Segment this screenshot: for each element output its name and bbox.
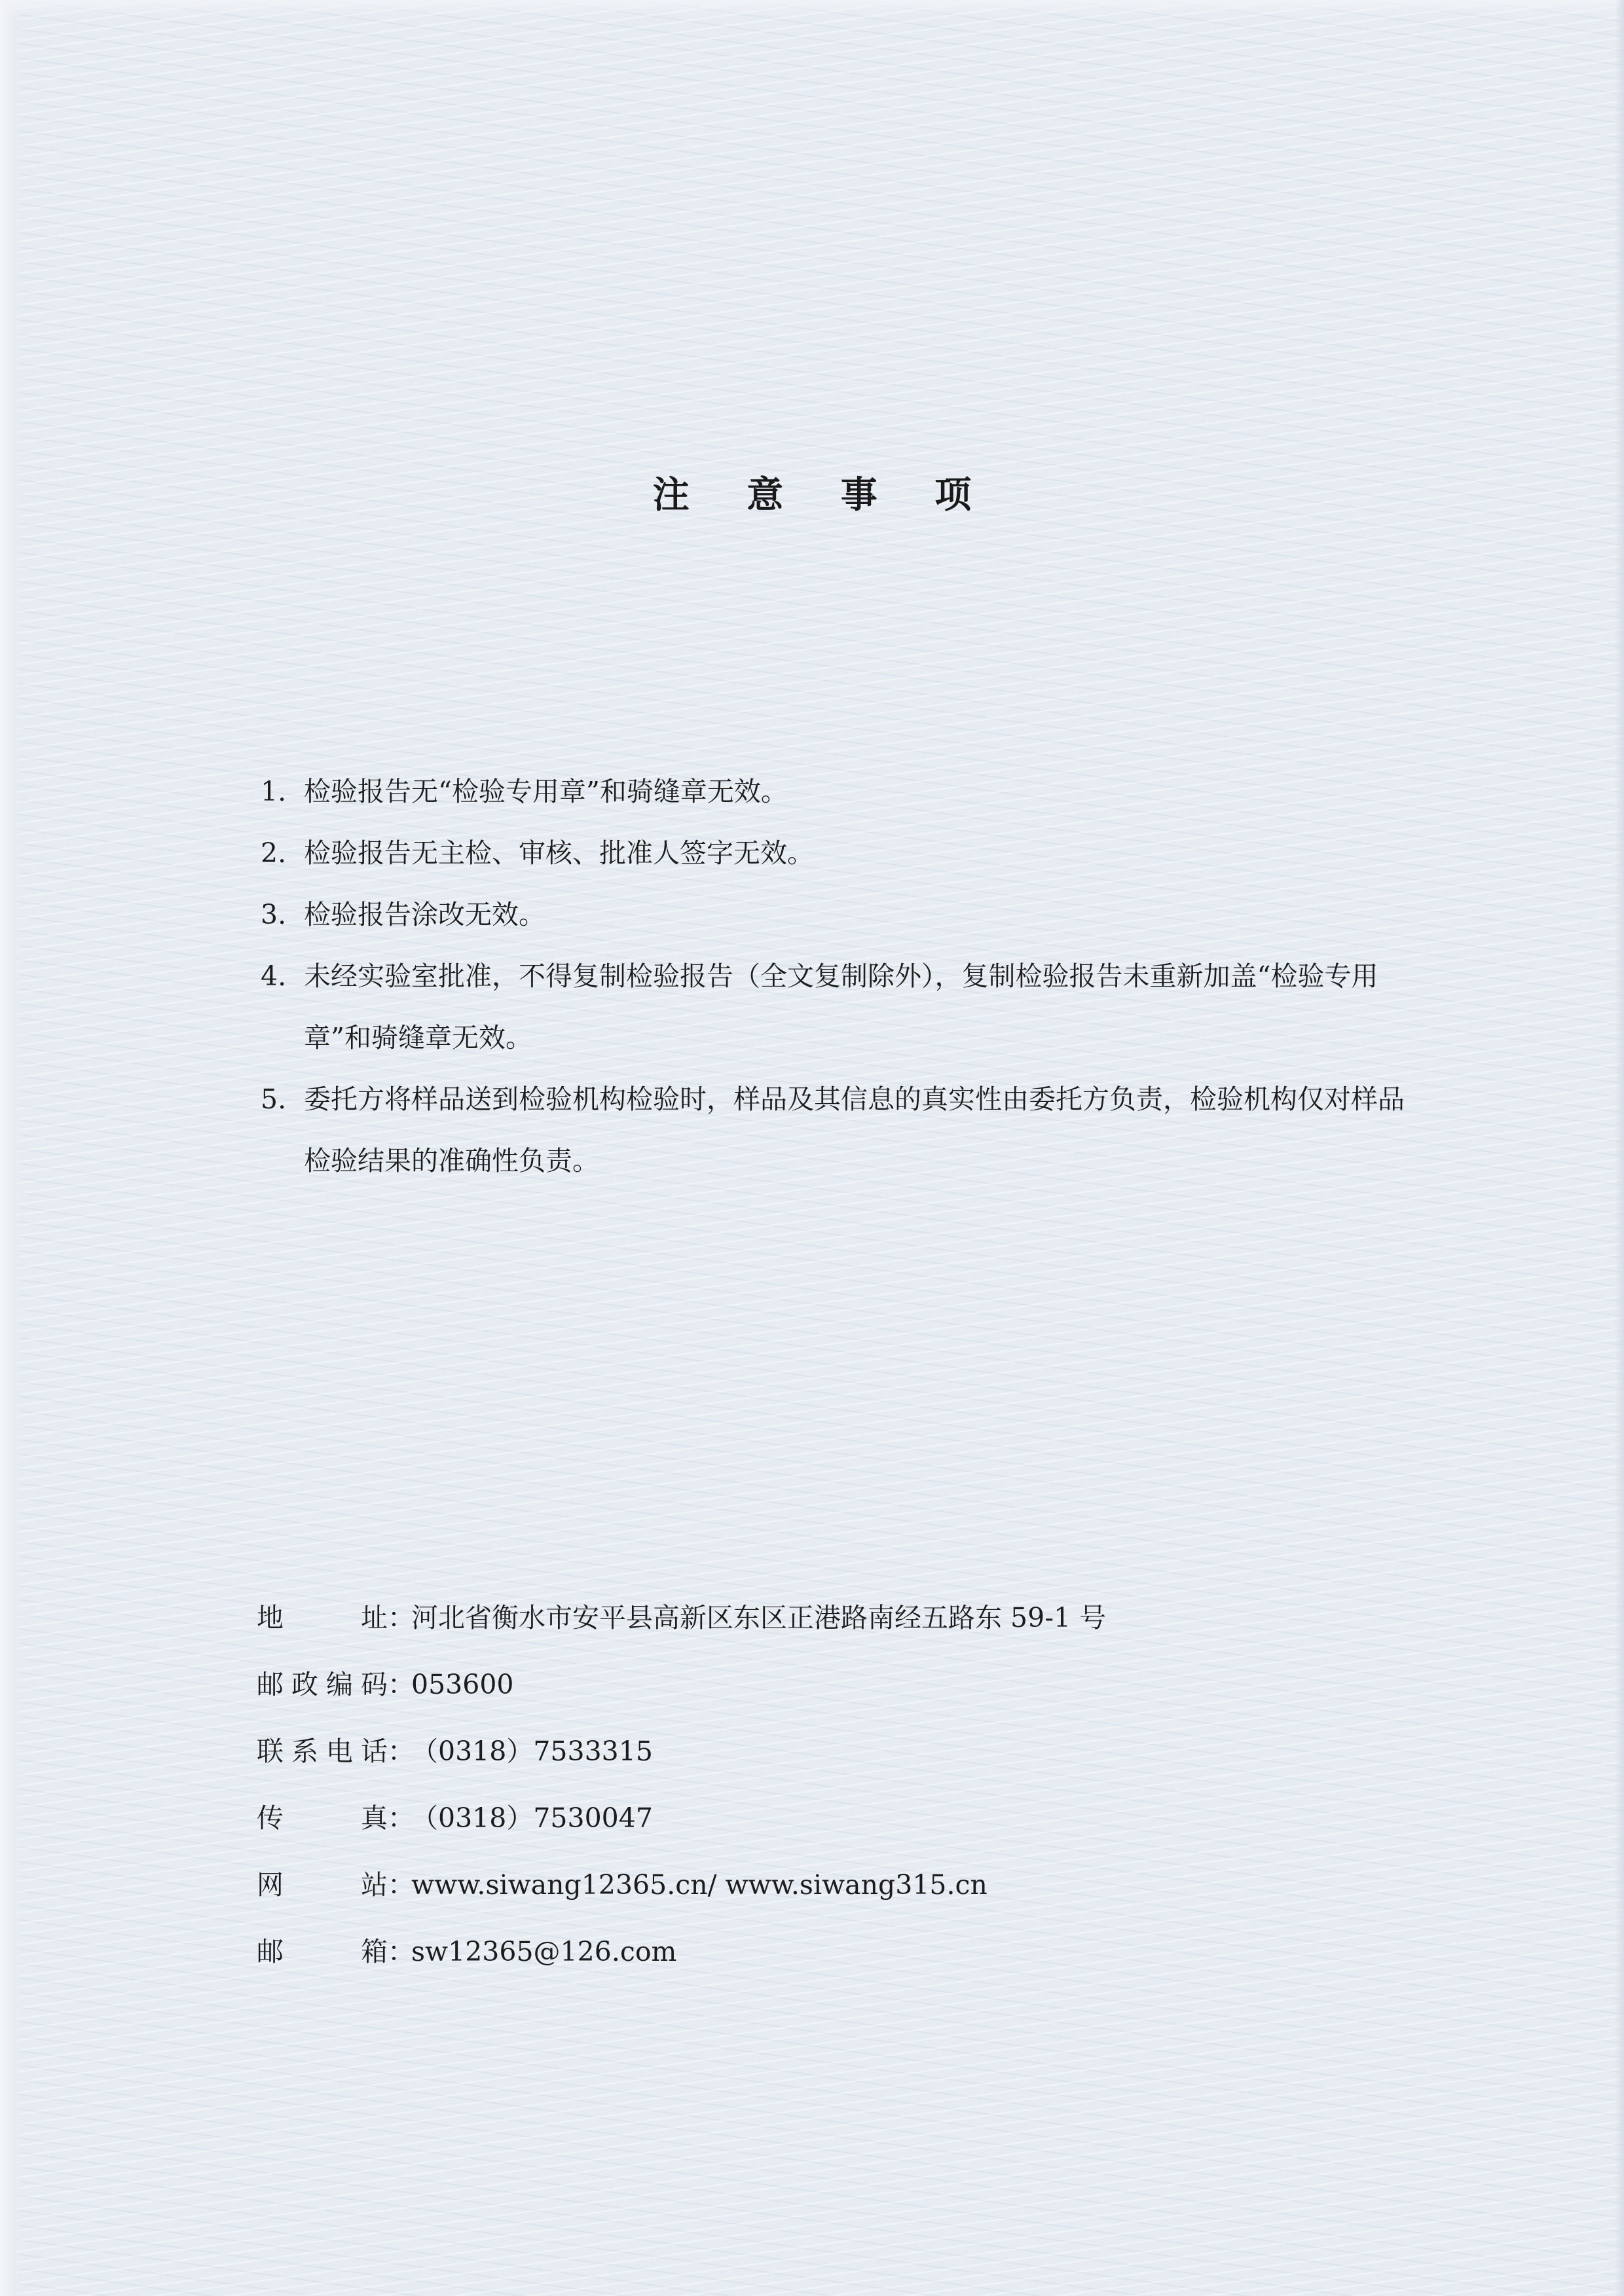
note-number: 4. bbox=[261, 960, 287, 992]
postcode-value: 053600 bbox=[411, 1669, 514, 1700]
contact-row-website bbox=[257, 1851, 1435, 1918]
contact-colon: ： bbox=[388, 1736, 415, 1767]
contact-row-email bbox=[257, 1918, 1435, 1985]
contact-label: 邮箱 bbox=[257, 1936, 388, 1967]
note-item-3 bbox=[261, 884, 1407, 945]
scan-edge-right bbox=[1615, 0, 1624, 2296]
note-text: 委托方将样品送到检验机构检验时，样品及其信息的真实性由委托方负责，检验机构仅对样品检验结果的准确性负责。 bbox=[304, 1084, 1405, 1176]
contact-label: 邮政编码 bbox=[257, 1669, 388, 1700]
address-value: 河北省衡水市安平县高新区东区正港路南经五路东 59-1 号 bbox=[411, 1602, 1107, 1633]
fax-value: （0318）7530047 bbox=[411, 1802, 653, 1834]
note-text: 检验报告无主检、审核、批准人签字无效。 bbox=[304, 837, 814, 869]
contact-label: 传真 bbox=[257, 1802, 388, 1834]
note-item-4 bbox=[261, 945, 1407, 1068]
contact-colon: ： bbox=[388, 1802, 415, 1834]
contact-label: 地址 bbox=[257, 1602, 388, 1633]
notes-list bbox=[261, 761, 1407, 1192]
note-item-1 bbox=[261, 761, 1407, 822]
note-item-2 bbox=[261, 822, 1407, 884]
note-text: 未经实验室批准，不得复制检验报告（全文复制除外），复制检验报告未重新加盖“检验专用章”和骑缝章无效。 bbox=[304, 960, 1378, 1053]
scan-edge-top bbox=[0, 0, 1624, 16]
phone-value: （0318）7533315 bbox=[411, 1736, 653, 1767]
note-item-5 bbox=[261, 1068, 1407, 1192]
note-number: 3. bbox=[261, 899, 287, 930]
note-number: 5. bbox=[261, 1084, 287, 1115]
contact-colon: ： bbox=[388, 1936, 415, 1967]
note-text: 检验报告涂改无效。 bbox=[304, 899, 545, 930]
scan-edge-left bbox=[0, 0, 24, 2296]
contact-colon: ： bbox=[388, 1669, 415, 1700]
contact-row-address bbox=[257, 1584, 1435, 1651]
note-number: 2. bbox=[261, 837, 287, 869]
contact-row-phone bbox=[257, 1718, 1435, 1785]
contact-row-postcode bbox=[257, 1651, 1435, 1718]
note-number: 1. bbox=[261, 776, 287, 807]
page-title: 注 意 事 项 bbox=[652, 474, 994, 517]
contact-block bbox=[257, 1584, 1435, 1985]
contact-row-fax bbox=[257, 1785, 1435, 1851]
contact-label: 网站 bbox=[257, 1869, 388, 1901]
website-value: www.siwang12365.cn/ www.siwang315.cn bbox=[411, 1869, 987, 1901]
contact-colon: ： bbox=[388, 1869, 415, 1901]
note-text: 检验报告无“检验专用章”和骑缝章无效。 bbox=[304, 776, 788, 807]
contact-label: 联系电话 bbox=[257, 1736, 388, 1767]
contact-colon: ： bbox=[388, 1602, 415, 1633]
email-value: sw12365@126.com bbox=[411, 1936, 677, 1967]
